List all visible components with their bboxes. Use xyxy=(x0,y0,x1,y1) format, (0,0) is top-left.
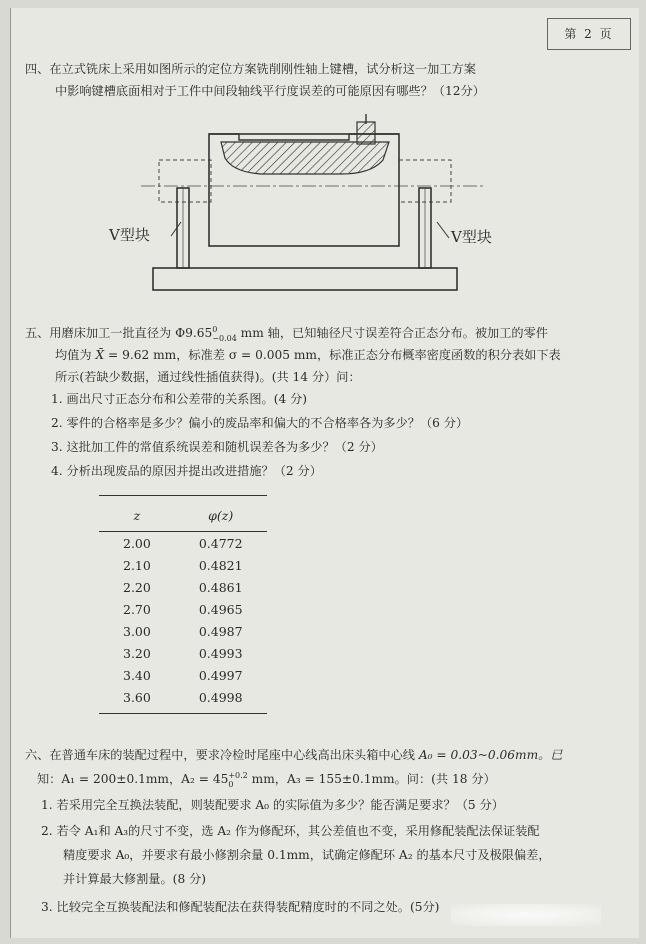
table-row xyxy=(99,620,267,642)
q6-item-3: 3. 比较完全互换装配法和修配装配法在获得装配精度时的不同之处。(5分) xyxy=(41,900,440,914)
q5-tolerance xyxy=(212,325,237,343)
page-number-box: 第 2 页 xyxy=(547,18,631,50)
q6-item-2-line3: 并计算最大修割量。(8 分) xyxy=(63,872,207,886)
q6-line2-a: 知：A₁ = 200±0.1mm，A₂ = 45 xyxy=(37,772,229,786)
q5-tolerance-lower: −0.04 xyxy=(212,333,237,343)
q6-item-2-line1: 2. 若令 A₁和 A₃的尺寸不变，选 A₂ 作为修配环，其公差值也不变，采用修配装配法保证装配 xyxy=(41,824,540,838)
phi-value: 0.4861 xyxy=(198,579,243,595)
q5-tolerance-upper: 0 xyxy=(212,324,218,334)
q6-line2-b: mm，A₃ = 155±0.1mm。问：(共 18 分） xyxy=(247,772,496,786)
q5-line2 xyxy=(55,344,561,366)
phi-value: 0.4821 xyxy=(198,557,243,573)
normal-distribution-table xyxy=(99,495,267,714)
phi-value: 0.4965 xyxy=(198,601,243,617)
q5-line3: 所示(若缺少数据，通过线性插值获得)。(共 14 分）问： xyxy=(55,370,361,384)
q5-line2-a: 均值为 xyxy=(55,348,96,362)
phi-value: 0.4997 xyxy=(198,667,243,683)
q5-item-2: 2. 零件的合格率是多少？偏小的废品率和偏大的不合格率各为多少？（6 分） xyxy=(51,416,469,430)
table-row xyxy=(99,532,267,555)
z-value: 2.20 xyxy=(123,579,151,595)
q6-tolerance-lower: 0 xyxy=(228,779,234,789)
glare-spot xyxy=(451,904,601,926)
q5-item-1: 1. 画出尺寸正态分布和公差带的关系图。(4 分) xyxy=(51,392,308,406)
phi-value: 0.4993 xyxy=(198,645,243,661)
v-block-label-left: V型块 xyxy=(109,226,150,244)
q6-line1-b: A₀ = 0.03~0.06mm。已 xyxy=(418,748,563,762)
phi-value: 0.4772 xyxy=(198,535,243,551)
q5-line1-rest: mm 轴，已知轴径尺寸误差符合正态分布。被加工的零件 xyxy=(236,326,548,340)
q5-line1 xyxy=(25,322,548,344)
q6-line2 xyxy=(37,768,496,790)
col-z-header: z xyxy=(99,496,175,532)
q6-tolerance-upper: +0.2 xyxy=(228,770,248,780)
q6-tolerance xyxy=(228,771,247,789)
table-row xyxy=(99,554,267,576)
q5-line2-b: = 9.62 mm，标准差 σ = 0.005 mm，标准正态分布概率密度函数的积分表如下表 xyxy=(104,348,561,362)
table-row xyxy=(99,576,267,598)
q5-item-4: 4. 分析出现废品的原因并提出改进措施？（2 分） xyxy=(51,464,322,478)
z-value: 3.20 xyxy=(123,645,151,661)
z-value: 2.10 xyxy=(123,557,151,573)
v-block-label-right: V型块 xyxy=(451,228,492,246)
z-value: 3.40 xyxy=(123,667,151,683)
fixture-diagram xyxy=(121,112,501,292)
table-header-row xyxy=(99,496,267,532)
phi-value: 0.4987 xyxy=(198,623,243,639)
phi-value: 0.4998 xyxy=(175,686,267,714)
q4-line2: 中影响键槽底面相对于工件中间段轴线平行度误差的可能原因有哪些？（12分） xyxy=(55,84,485,98)
z-value: 3.60 xyxy=(99,686,175,714)
z-value: 2.70 xyxy=(123,601,151,617)
q6-line1-a: 六、在普通车床的装配过程中，要求冷检时尾座中心线高出床头箱中心线 xyxy=(25,748,419,762)
q6-item-1: 1. 若采用完全互换法装配，则装配要求 A₀ 的实际值为多少？能否满足要求？（5 分） xyxy=(41,798,504,812)
q5-line1-text: 五、用磨床加工一批直径为 Φ9.65 xyxy=(25,326,213,340)
col-phi-header: φ(z) xyxy=(175,496,267,532)
q5-item-3: 3. 这批加工件的常值系统误差和随机误差各为多少？（2 分） xyxy=(51,440,383,454)
q4-line1: 四、在立式铣床上采用如图所示的定位方案铣削刚性轴上键槽，试分析这一加工方案 xyxy=(25,62,476,76)
q6-item-2-line2: 精度要求 A₀，并要求有最小修割余量 0.1mm，试确定修配环 A₂ 的基本尺寸及极限偏差， xyxy=(63,848,551,862)
z-value: 2.00 xyxy=(123,535,151,551)
q5-xbar: X̄ xyxy=(95,348,105,362)
exam-page xyxy=(10,8,639,938)
table-row xyxy=(99,642,267,664)
table-row xyxy=(99,664,267,686)
table-row xyxy=(99,686,267,714)
q6-line1 xyxy=(25,744,563,766)
z-value: 3.00 xyxy=(123,623,151,639)
table-row xyxy=(99,598,267,620)
